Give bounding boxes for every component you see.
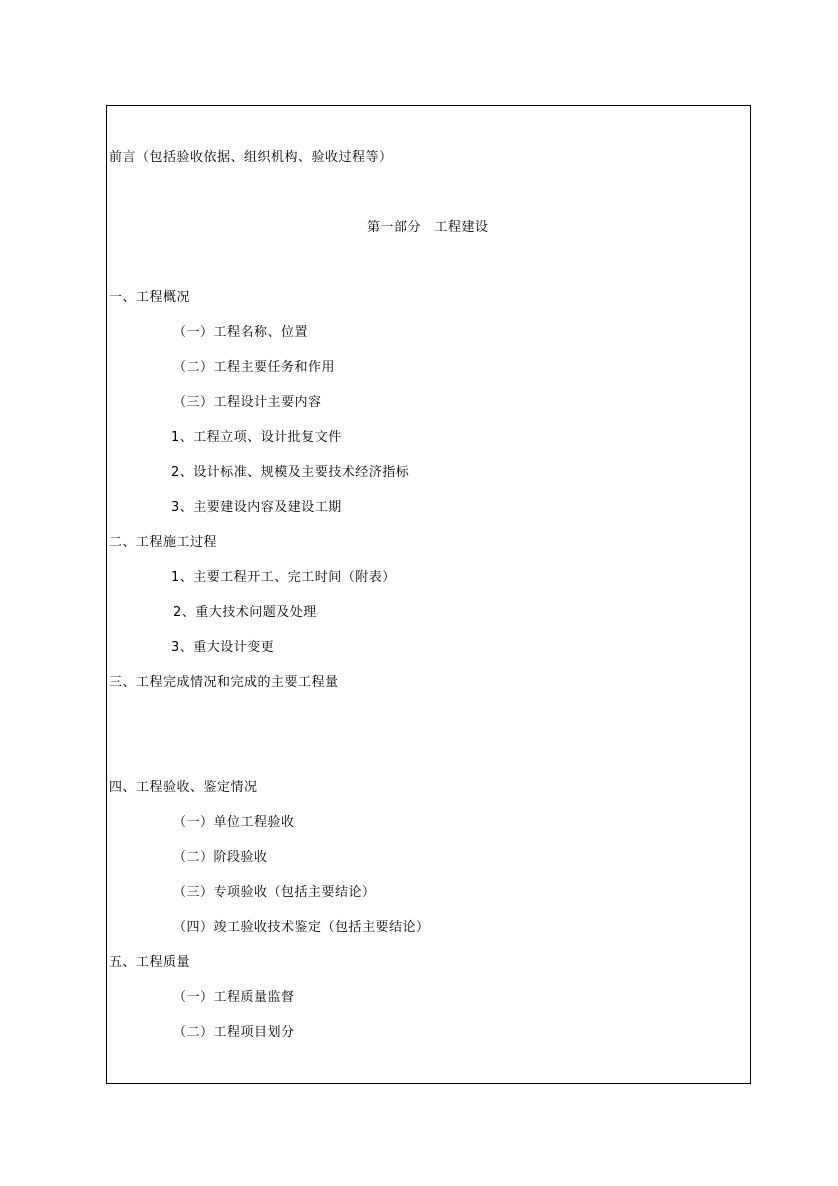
item-line: 1、主要工程开工、完工时间（附表） [171,570,396,585]
subsection-line: （三）专项验收（包括主要结论） [173,885,376,900]
subsection-line: （四）竣工验收技术鉴定（包括主要结论） [173,920,430,935]
section-heading-4: 四、工程验收、鉴定情况 [109,780,258,795]
subsection-line: （二）工程项目划分 [173,1025,295,1040]
subsection-line: （一）工程名称、位置 [173,325,309,340]
section-heading-5: 五、工程质量 [109,955,191,970]
section-heading-1: 一、工程概况 [109,290,191,305]
subsection-line: （二）工程主要任务和作用 [173,360,336,375]
item-line: 3、主要建设内容及建设工期 [171,500,342,515]
part-title: 第一部分 工程建设 [367,220,489,235]
section-heading-2: 二、工程施工过程 [109,535,218,550]
document-frame [106,105,751,1084]
preface-line: 前言（包括验收依据、组织机构、验收过程等） [109,150,393,165]
subsection-line: （二）阶段验收 [173,850,268,865]
item-line: 2、设计标准、规模及主要技术经济指标 [171,465,410,480]
subsection-line: （一）单位工程验收 [173,815,295,830]
section-heading-3: 三、工程完成情况和完成的主要工程量 [109,675,339,690]
item-line: 3、重大设计变更 [171,640,275,655]
item-line: 2、重大技术问题及处理 [173,605,317,620]
subsection-line: （三）工程设计主要内容 [173,395,322,410]
item-line: 1、工程立项、设计批复文件 [171,430,342,445]
subsection-line: （一）工程质量监督 [173,990,295,1005]
